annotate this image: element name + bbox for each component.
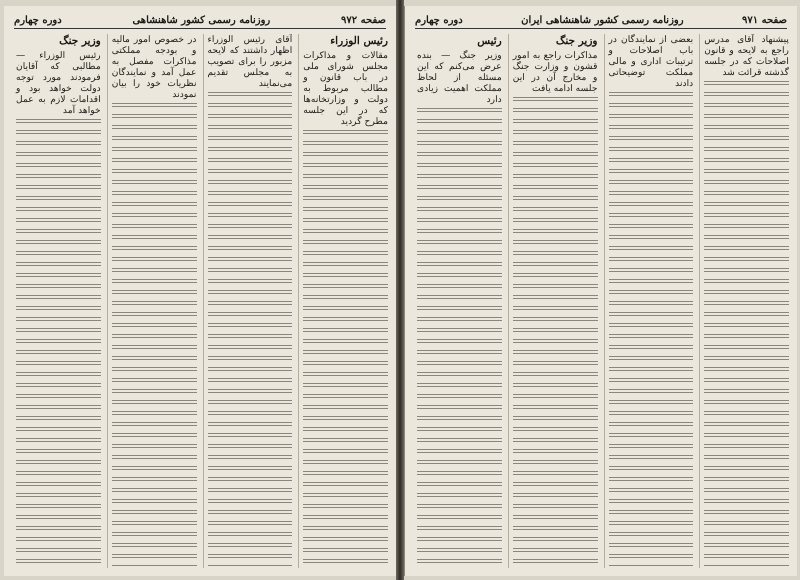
right-heading-1: وزیر جنگ xyxy=(555,35,598,47)
left-col3-text: در خصوص امور مالیه و بودجه مملکتی مذاکرات مفصل به عمل آمد و نمایندگان نظریات خود را بیان نمودند xyxy=(111,34,197,100)
right-page xyxy=(404,6,797,576)
left-heading-1: رئیس الوزراء xyxy=(330,35,388,47)
right-col3-body xyxy=(513,97,598,568)
right-column-3 xyxy=(508,34,598,568)
right-column-4 xyxy=(413,34,502,568)
left-column-2 xyxy=(203,34,293,568)
right-col2-text: بعضی از نمایندگان در باب اصلاحات و ترتیبات اداری و مالی مملکت توضیحاتی دادند xyxy=(608,34,694,89)
right-page-header xyxy=(415,12,787,29)
left-column-1 xyxy=(298,34,388,568)
left-page xyxy=(4,6,397,576)
book-gutter xyxy=(396,0,404,580)
left-page-columns xyxy=(12,34,388,568)
right-page-issue: دوره چهارم xyxy=(415,14,463,26)
right-page-number: صفحه ۹۷۱ xyxy=(742,14,787,26)
right-column-2 xyxy=(604,34,694,568)
right-heading-2: رئیس xyxy=(477,35,502,47)
right-col4-body xyxy=(417,108,502,568)
right-col1-text: پیشنهاد آقای مدرس راجع به لایحه و قانون اصلاحات که در جلسه گذشته قرائت شد xyxy=(704,34,789,78)
left-page-header xyxy=(14,12,386,29)
left-col4-body xyxy=(16,119,101,568)
right-col2-body xyxy=(609,92,694,568)
left-col2-text: آقای رئیس الوزراء اظهار داشتند که لایحه مزبور را برای تصویب به مجلس تقدیم می‌نمایند xyxy=(207,34,293,89)
left-col1-text: مقالات و مذاکرات مجلس شورای ملی در باب قانون و مطالب مربوط به دولت و وزارتخانه‌ها که در این جلسه مطرح گردید xyxy=(303,50,388,127)
left-heading-2: وزیر جنگ xyxy=(59,35,101,47)
right-column-1 xyxy=(699,34,789,568)
left-col4-text: رئیس الوزراء — مطالبی که آقایان فرمودند مورد توجه دولت خواهد بود و اقدامات لازم به عمل خواهد آمد xyxy=(16,50,101,116)
right-col4-text: وزیر جنگ — بنده عرض می‌کنم که این مسئله از لحاظ مملکت اهمیت زیادی دارد xyxy=(417,50,502,105)
right-col3-text: مذاکرات راجع به امور قشون و وزارت جنگ و مخارج آن در این جلسه ادامه یافت xyxy=(512,50,598,94)
left-column-3 xyxy=(107,34,197,568)
right-page-columns xyxy=(413,34,789,568)
right-col1-body xyxy=(704,81,789,568)
left-page-number: صفحه ۹۷۲ xyxy=(341,14,386,26)
left-page-title: روزنامه رسمی کشور شاهنشاهی xyxy=(132,14,271,26)
left-column-4 xyxy=(12,34,101,568)
left-col1-body xyxy=(303,130,388,568)
left-page-issue: دوره چهارم xyxy=(14,14,62,26)
left-col3-body xyxy=(112,103,197,568)
left-col2-body xyxy=(208,92,293,568)
right-page-title: روزنامه رسمی کشور شاهنشاهی ایران xyxy=(521,14,684,26)
